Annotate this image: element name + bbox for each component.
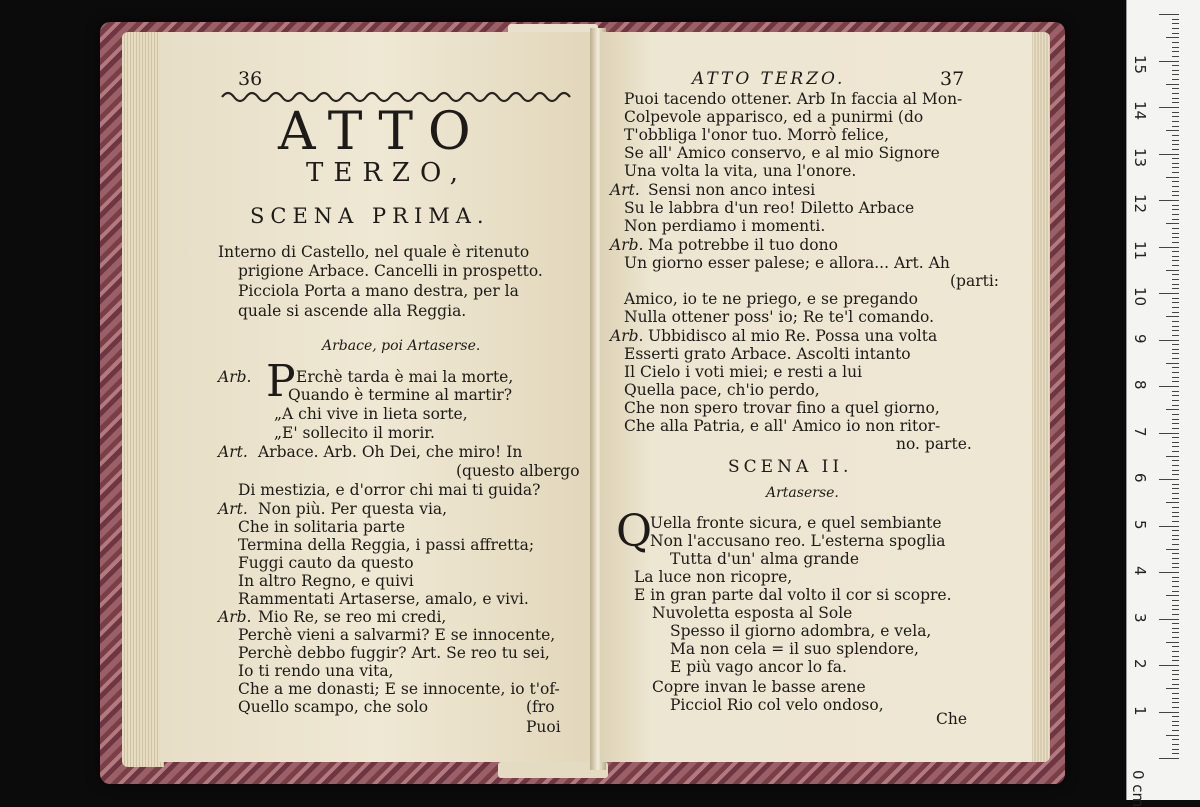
ruler-tick (1172, 567, 1179, 568)
ruler-tick (1172, 721, 1179, 722)
ruler-tick (1172, 586, 1179, 587)
verse-line: Quello scampo, che solo (238, 698, 429, 716)
ruler-tick (1172, 498, 1179, 499)
ruler-tick (1172, 51, 1179, 52)
ruler-tick (1172, 553, 1179, 554)
verse-line: (questo albergo (456, 462, 580, 480)
verse-line: Esserti grato Arbace. Ascolti intanto (624, 345, 911, 363)
left-page (160, 32, 595, 762)
drop-cap: P (266, 356, 296, 407)
ruler-tick (1172, 646, 1179, 647)
verse-line: „E' sollecito il morir. (274, 424, 435, 442)
speaker-label: Arb. (218, 368, 252, 386)
verse-line: Di mestizia, e d'orror chi mai ti guida? (238, 481, 541, 499)
ruler-tick (1159, 293, 1179, 294)
ruler-mark-label: 8 (1131, 380, 1149, 390)
verse-line: Tutta d'un' alma grande (670, 550, 859, 568)
verse-line: Il Cielo i voti miei; e resti a lui (624, 363, 863, 381)
verse-line: Spesso il giorno adombra, e vela, (670, 622, 932, 640)
ruler-tick (1172, 609, 1179, 610)
ruler-tick (1166, 409, 1179, 410)
ruler-tick (1166, 130, 1179, 131)
ruler-tick (1172, 539, 1179, 540)
ruler-tick (1172, 335, 1179, 336)
ruler-tick (1172, 47, 1179, 48)
ruler-tick (1172, 451, 1179, 452)
stage-direction-line: Interno di Castello, nel quale è ritenuto (218, 243, 530, 261)
ruler-tick (1172, 321, 1179, 322)
ruler-tick (1159, 154, 1179, 155)
ruler-tick (1172, 298, 1179, 299)
measurement-ruler (1126, 0, 1200, 807)
ruler-mark-label: 5 (1131, 519, 1149, 530)
ruler-tick (1159, 386, 1179, 387)
ruler-tick (1172, 251, 1179, 252)
ruler-tick (1172, 507, 1179, 508)
ruler-tick (1172, 163, 1179, 164)
ruler-tick (1172, 623, 1179, 624)
ruler-tick (1172, 74, 1179, 75)
ruler-tick (1172, 725, 1179, 726)
ruler-tick (1172, 56, 1179, 57)
ruler-mark-label: 6 (1131, 473, 1149, 483)
speaker-label: Art. (218, 500, 248, 518)
ruler-mark-label: 9 (1131, 333, 1149, 344)
ruler-tick (1172, 98, 1179, 99)
verse-line: Arbace. Arb. Oh Dei, che miro! In (258, 443, 523, 461)
ruler-tick (1172, 707, 1179, 708)
verse-line: Erchè tarda è mai la morte, (296, 368, 514, 386)
ruler-tick (1172, 28, 1179, 29)
ruler-tick (1172, 428, 1179, 429)
verse-line: T'obbliga l'onor tuo. Morrò felice, (624, 126, 889, 144)
ruler-tick (1172, 242, 1179, 243)
ruler-tick (1172, 474, 1179, 475)
ruler-tick (1172, 670, 1179, 671)
ruler-tick (1172, 191, 1179, 192)
verse-line: Copre invan le basse arene (652, 678, 866, 696)
stage-direction-line: quale si ascende alla Reggia. (238, 302, 467, 320)
ruler-tick (1159, 526, 1179, 527)
ruler-tick (1172, 112, 1179, 113)
ruler-tick (1166, 37, 1179, 38)
ruler-mark-label: 4 (1131, 566, 1149, 576)
ruler-tick (1166, 84, 1179, 85)
verse-line: Io ti rendo una vita, (238, 662, 394, 680)
ruler-tick (1172, 693, 1179, 694)
ruler-tick (1172, 237, 1179, 238)
ruler-tick (1172, 256, 1179, 257)
ruler-mark-label: 10 (1131, 287, 1149, 307)
ruler-mark-label: 1 (1131, 705, 1149, 716)
ruler-tick (1172, 367, 1179, 368)
ruler-tick (1172, 739, 1179, 740)
ruler-tick (1172, 674, 1179, 675)
ruler-mark-label: 15 (1131, 54, 1149, 74)
ruler-tick (1172, 205, 1179, 206)
ruler-tick (1172, 558, 1179, 559)
ruler-tick (1172, 167, 1179, 168)
ruler-tick (1172, 521, 1179, 522)
ruler-tick (1172, 181, 1179, 182)
ruler-tick (1172, 126, 1179, 127)
ruler-tick (1172, 516, 1179, 517)
ruler-tick (1166, 456, 1179, 457)
ruler-tick (1172, 172, 1179, 173)
ruler-tick (1172, 405, 1179, 406)
ruler-tick (1172, 265, 1179, 266)
verse-line: no. parte. (896, 435, 972, 453)
ruler-tick (1172, 716, 1179, 717)
verse-line: La luce non ricopre, (634, 568, 793, 586)
ruler-tick (1172, 446, 1179, 447)
scene-heading: SCENA PRIMA. (250, 204, 490, 228)
catchword: Che (936, 710, 968, 728)
ruler-tick (1159, 572, 1179, 573)
character-list: Artaserse. (766, 485, 839, 501)
ruler-tick (1159, 61, 1179, 62)
verse-line: In altro Regno, e quivi (238, 572, 414, 590)
ruler-tick (1172, 460, 1179, 461)
verse-line: Sensi non anco intesi (648, 181, 816, 199)
ruler-tick (1172, 744, 1179, 745)
verse-line: Puoi tacendo ottener. Arb In faccia al Mon- (624, 90, 963, 108)
ruler-tick (1159, 619, 1179, 620)
ruler-tick (1159, 200, 1179, 201)
ruler-tick (1172, 628, 1179, 629)
ruler-mark-label: 11 (1131, 240, 1149, 260)
speaker-label: Arb. (610, 327, 644, 345)
ruler-tick (1172, 228, 1179, 229)
ruler-tick (1172, 330, 1179, 331)
ruler-tick (1172, 219, 1179, 220)
act-subtitle: TERZO, (306, 158, 469, 188)
speaker-label: Arb. (610, 236, 644, 254)
act-title: ATTO (278, 102, 486, 162)
ruler-unit-label: 0 cm (1129, 770, 1147, 807)
ruler-tick (1172, 102, 1179, 103)
ruler-tick (1172, 302, 1179, 303)
ruler-tick (1172, 414, 1179, 415)
verse-line: Che alla Patria, e all' Amico io non ritor- (624, 417, 941, 435)
right-page (600, 32, 1032, 762)
verse-line: Che in solitaria parte (238, 518, 405, 536)
ruler-tick (1172, 563, 1179, 564)
ruler-tick (1159, 479, 1179, 480)
ruler-mark-label: 2 (1131, 659, 1149, 669)
verse-line: Uella fronte sicura, e quel sembiante (650, 514, 942, 532)
ruler-tick (1172, 326, 1179, 327)
verse-line: (parti: (950, 272, 1000, 290)
ruler-tick (1172, 349, 1179, 350)
ruler-tick (1172, 530, 1179, 531)
verse-line: Ma potrebbe il tuo dono (648, 236, 838, 254)
ruler-tick (1172, 656, 1179, 657)
ruler-tick (1166, 595, 1179, 596)
ruler-tick (1172, 679, 1179, 680)
ruler-tick (1159, 247, 1179, 248)
speaker-label: Art. (218, 443, 248, 461)
ruler-tick (1172, 19, 1179, 20)
ruler-tick (1159, 712, 1179, 713)
ruler-tick (1172, 307, 1179, 308)
ruler-tick (1172, 698, 1179, 699)
ruler-tick (1166, 363, 1179, 364)
ruler-tick (1172, 195, 1179, 196)
verse-line: Quando è termine al martir? (288, 386, 513, 404)
ruler-tick (1172, 381, 1179, 382)
ruler-tick (1172, 437, 1179, 438)
ruler-tick (1172, 33, 1179, 34)
ruler-tick (1172, 419, 1179, 420)
page-block-left-edge (122, 32, 164, 767)
verse-line: Se all' Amico conservo, e al mio Signore (624, 144, 940, 162)
ruler-tick (1172, 372, 1179, 373)
ruler-tick (1159, 107, 1179, 108)
verse-line: Non perdiamo i momenti. (624, 217, 826, 235)
ruler-tick (1166, 270, 1179, 271)
ruler-tick (1159, 340, 1179, 341)
ruler-tick (1166, 177, 1179, 178)
ruler-tick (1172, 591, 1179, 592)
ruler-tick (1172, 140, 1179, 141)
verse-line: Amico, io te ne priego, e se pregando (624, 290, 918, 308)
ruler-tick (1172, 260, 1179, 261)
verse-line: Ubbidisco al mio Re. Possa una volta (648, 327, 938, 345)
verse-line: Non più. Per questa via, (258, 500, 448, 518)
ruler-tick (1172, 93, 1179, 94)
drop-cap: Q (616, 506, 653, 557)
ruler-tick (1166, 316, 1179, 317)
ruler-tick (1172, 577, 1179, 578)
ruler-tick (1172, 116, 1179, 117)
ruler-tick (1172, 344, 1179, 345)
ruler-tick (1172, 353, 1179, 354)
verse-line: Termina della Reggia, i passi affretta; (238, 536, 535, 554)
ruler-tick (1172, 400, 1179, 401)
verse-line: Colpevole apparisco, ed a punirmi (do (624, 108, 924, 126)
verse-line: Non l'accusano reo. L'esterna spoglia (650, 532, 946, 550)
character-list: Arbace, poi Artaserse. (322, 338, 481, 354)
verse-line: Picciol Rio col velo ondoso, (670, 696, 884, 714)
verse-line: (fro (526, 698, 555, 716)
ruler-tick (1172, 442, 1179, 443)
ruler-tick (1172, 470, 1179, 471)
ruler-tick (1172, 581, 1179, 582)
ruler-mark-label: 3 (1131, 612, 1149, 623)
verse-line: Quella pace, ch'io perdo, (624, 381, 820, 399)
ruler-tick (1172, 288, 1179, 289)
verse-line: Che a me donasti; E se innocente, io t'of- (238, 680, 560, 698)
ruler-tick (1172, 209, 1179, 210)
ruler-tick (1172, 144, 1179, 145)
ruler-tick (1172, 730, 1179, 731)
ruler-tick (1172, 614, 1179, 615)
ruler-tick (1172, 702, 1179, 703)
ruler-tick (1172, 70, 1179, 71)
page-number: 37 (940, 68, 965, 90)
ruler-tick (1166, 223, 1179, 224)
ruler-tick (1172, 274, 1179, 275)
stage-direction-line: prigione Arbace. Cancelli in prospetto. (238, 262, 543, 280)
ruler-tick (1166, 642, 1179, 643)
ruler-tick (1172, 512, 1179, 513)
ruler-tick (1159, 758, 1179, 759)
ruler-tick (1172, 632, 1179, 633)
verse-line: „A chi vive in lieta sorte, (274, 405, 468, 423)
ruler-tick (1172, 484, 1179, 485)
ruler-tick (1172, 149, 1179, 150)
verse-line: Perchè vieni a salvarmi? E se innocente, (238, 626, 556, 644)
ruler-tick (1172, 279, 1179, 280)
verse-line: Nulla ottener poss' io; Re te'l comando. (624, 308, 935, 326)
ruler-tick (1172, 493, 1179, 494)
ruler-tick (1172, 637, 1179, 638)
verse-line: Mio Re, se reo mi credi, (258, 608, 447, 626)
ruler-tick (1166, 549, 1179, 550)
ruler-tick (1172, 42, 1179, 43)
ruler-tick (1172, 749, 1179, 750)
verse-line: Perchè debbo fuggir? Art. Se reo tu sei, (238, 644, 550, 662)
scene-heading: SCENA II. (728, 457, 853, 477)
ruler-tick (1172, 88, 1179, 89)
ruler-tick (1172, 186, 1179, 187)
ruler-mark-label: 7 (1131, 426, 1149, 437)
ruler-tick (1166, 735, 1179, 736)
verse-line: Su le labbra d'un reo! Diletto Arbace (624, 199, 915, 217)
ruler-tick (1172, 660, 1179, 661)
catchword: Puoi (526, 718, 561, 736)
ruler-tick (1172, 544, 1179, 545)
ruler-tick (1172, 79, 1179, 80)
ruler-tick (1172, 600, 1179, 601)
verse-line: Fuggi cauto da questo (238, 554, 414, 572)
verse-line: E più vago ancor lo fa. (670, 658, 847, 676)
ruler-tick (1172, 684, 1179, 685)
ruler-tick (1172, 488, 1179, 489)
verse-line: Che non spero trovar fino a quel giorno, (624, 399, 940, 417)
ruler-tick (1166, 688, 1179, 689)
verse-line: Una volta la vita, una l'onore. (624, 162, 857, 180)
speaker-label: Arb. (218, 608, 252, 626)
verse-line: Nuvoletta esposta al Sole (652, 604, 853, 622)
ruler-tick (1172, 465, 1179, 466)
verse-line: Un giorno esser palese; e allora... Art. Ah (624, 254, 950, 272)
ruler-mark-label: 12 (1131, 194, 1149, 214)
ruler-tick (1172, 65, 1179, 66)
ruler-tick (1172, 358, 1179, 359)
ruler-tick (1159, 14, 1179, 15)
ruler-tick (1172, 377, 1179, 378)
ruler-tick (1172, 135, 1179, 136)
ruler-tick (1172, 651, 1179, 652)
running-head: ATTO TERZO. (692, 69, 846, 89)
ruler-tick (1172, 23, 1179, 24)
ruler-tick (1172, 605, 1179, 606)
ruler-tick (1172, 233, 1179, 234)
ruler-tick (1172, 395, 1179, 396)
ruler-tick (1159, 433, 1179, 434)
page-number: 36 (238, 68, 263, 90)
verse-line: E in gran parte dal volto il cor si scopre. (634, 586, 952, 604)
verse-line: Ma non cela = il suo splendore, (670, 640, 919, 658)
ruler-tick (1172, 312, 1179, 313)
ruler-tick (1172, 423, 1179, 424)
ruler-tick (1172, 121, 1179, 122)
speaker-label: Art. (610, 181, 640, 199)
ruler-tick (1166, 502, 1179, 503)
ruler-tick (1172, 391, 1179, 392)
verse-line: Rammentati Artaserse, amalo, e vivi. (238, 590, 529, 608)
ruler-tick (1172, 214, 1179, 215)
ruler-tick (1172, 535, 1179, 536)
ruler-tick (1159, 665, 1179, 666)
ruler-mark-label: 14 (1131, 101, 1149, 121)
ruler-tick (1172, 158, 1179, 159)
ruler-mark-label: 13 (1131, 147, 1149, 167)
stage-direction-line: Picciola Porta a mano destra, per la (238, 282, 519, 300)
ruler-tick (1172, 284, 1179, 285)
ruler-tick (1172, 753, 1179, 754)
